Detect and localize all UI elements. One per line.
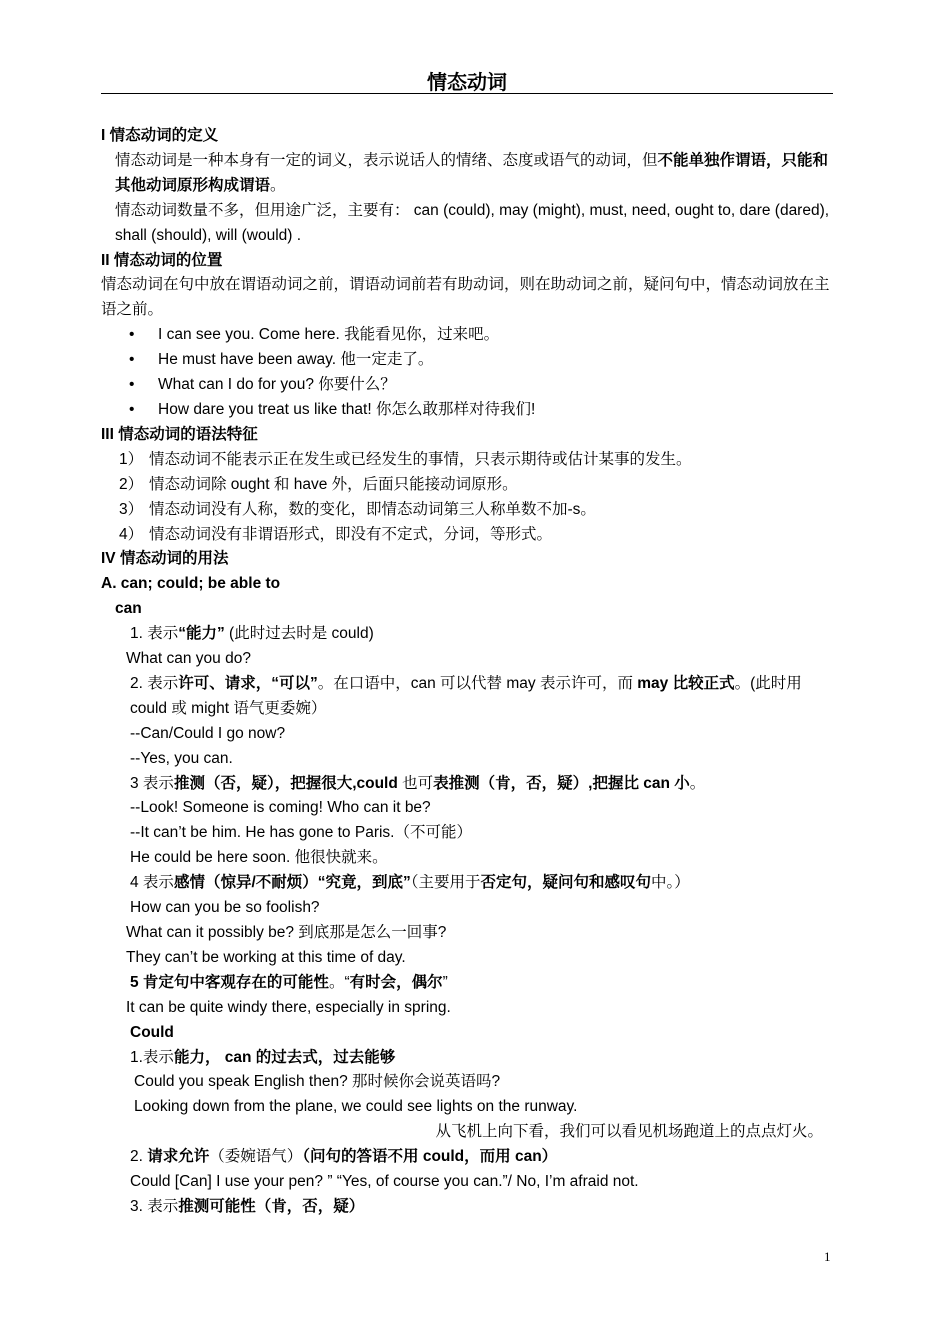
bullet-icon: •	[129, 376, 135, 394]
list-item	[101, 348, 833, 373]
example: Could you speak English then? 那时候你会说英语吗?	[134, 1073, 501, 1091]
item-text: 情态动词没有非谓语形式，即没有不定式，分词，等形式。	[149, 525, 553, 543]
bold-span: 否定句，疑问句和感叹句	[480, 874, 652, 892]
page-number: 1	[824, 1249, 831, 1264]
usage-5	[101, 971, 833, 996]
label-can: can	[115, 600, 142, 618]
section-heading-position: II 情态动词的位置	[101, 251, 223, 269]
list-item	[101, 323, 833, 348]
example: --Can/Could I go now?	[130, 724, 286, 742]
bold-span: 不能单独作谓语，只能和其他动词原形构成谓语	[115, 151, 829, 194]
text-span: 1. 表示	[130, 625, 179, 643]
bold-span: （问句的答语不用 could，而用 can）	[302, 1148, 558, 1166]
paragraph-definition	[101, 149, 833, 199]
example: --Yes, you can.	[130, 749, 233, 767]
item-text: 情态动词除 ought 和 have 外，后面只能接动词原形。	[149, 475, 518, 493]
bold-span: 5 肯定句中客观存在的可能性	[130, 973, 329, 991]
text-span: 3. 表示	[130, 1197, 179, 1215]
text-span: 。(此时用	[734, 674, 802, 692]
bold-span: 感情（惊异/不耐烦）“究竟，到底”	[173, 874, 411, 892]
text-span: 4 表示	[130, 874, 174, 892]
numbered-item	[101, 473, 833, 498]
example-bullet-list	[101, 323, 833, 423]
example: What can you do?	[126, 650, 251, 668]
example: What can it possibly be? 到底那是怎么一回事?	[126, 924, 447, 941]
text-span: 。	[270, 176, 286, 194]
example: --Look! Someone is coming! Who can it be?	[130, 799, 431, 817]
text-span: 也可	[397, 774, 434, 792]
example: They can’t be working at this time of day.	[126, 948, 406, 966]
usage-3	[101, 772, 833, 797]
text-span: 1.表示	[130, 1048, 174, 1066]
document-body	[101, 124, 833, 1220]
example: He could be here soon. 他很快就来。	[130, 849, 388, 867]
could-usage-1	[101, 1046, 833, 1071]
numbered-item	[101, 448, 833, 473]
bold-span: 有时会，偶尔	[349, 973, 443, 991]
text-span: （委婉语气）	[209, 1148, 303, 1166]
item-number: 4）	[119, 525, 144, 543]
example: Looking down from the plane, we could see lights on the runway.	[134, 1098, 578, 1116]
bold-span: 能力， can 的过去式，过去能够	[173, 1048, 396, 1066]
list-item	[101, 373, 833, 398]
list-item	[101, 398, 833, 423]
text-span: 2.	[130, 1148, 148, 1166]
example: How can you be so foolish?	[130, 899, 320, 917]
text-span: 。	[689, 774, 706, 792]
text-span: ”	[442, 973, 448, 991]
bold-span: 推测（否，疑），把握很大,could	[173, 774, 398, 792]
bold-span: 表推测（肯，否，疑）,把握比 can 小	[433, 774, 690, 792]
usage-4	[101, 871, 833, 896]
usage-2-continued: could 或 might 语气更委婉）	[130, 699, 327, 717]
text-span: （主要用于	[410, 874, 481, 892]
title-underline	[101, 93, 833, 94]
list-item-text: I can see you. Come here. 我能看见你，过来吧。	[158, 326, 500, 344]
bullet-icon: •	[129, 326, 135, 344]
item-number: 2）	[119, 475, 144, 493]
bold-span: 许可、请求，“可以”	[178, 674, 318, 692]
text-span: 。在口语中，can 可以代替 may 表示许可，而	[317, 674, 638, 692]
text-span: 中。）	[651, 874, 690, 892]
section-heading-grammar: III 情态动词的语法特征	[101, 425, 258, 443]
example: --It can’t be him. He has gone to Paris.（不可能）	[130, 824, 472, 842]
bullet-icon: •	[129, 351, 135, 369]
could-usage-2	[101, 1145, 833, 1170]
example: It can be quite windy there, especially in spring.	[126, 998, 451, 1016]
usage-2	[101, 672, 833, 697]
item-number: 3）	[119, 500, 144, 518]
bold-span: 请求允许	[147, 1148, 210, 1166]
text-span: 3 表示	[130, 774, 174, 792]
section-heading-usage: IV 情态动词的用法	[101, 550, 229, 568]
numbered-item	[101, 523, 833, 548]
label-could: Could	[130, 1023, 174, 1041]
text-span: 2. 表示	[130, 674, 179, 692]
bold-span: may 比较正式	[637, 674, 735, 692]
could-usage-3	[101, 1195, 833, 1220]
page-title: 情态动词	[427, 70, 507, 94]
usage-1	[101, 622, 833, 647]
text-span: 。“	[328, 973, 350, 991]
subheading-can-could: A. can; could; be able to	[101, 575, 281, 593]
numbered-item	[101, 498, 833, 523]
example: Could [Can] I use your pen? ” “Yes, of course you can.”/ No, I’m afraid not.	[130, 1173, 639, 1191]
example-translation: 从飞机上向下看，我们可以看见机场跑道上的点点灯火。	[435, 1123, 823, 1141]
list-item-text: What can I do for you? 你要什么？	[158, 376, 396, 394]
item-number: 1）	[119, 450, 144, 468]
bullet-icon: •	[129, 400, 135, 418]
item-text: 情态动词不能表示正在发生或已经发生的事情，只表示期待或估计某事的发生。	[149, 450, 692, 468]
section-heading-definition: I 情态动词的定义	[101, 127, 219, 144]
list-item-text: How dare you treat us like that! 你怎么敢那样对待我们!	[158, 400, 536, 418]
text-span: (此时过去时是 could)	[224, 625, 374, 643]
bold-span: “能力”	[178, 625, 225, 643]
list-item-text: He must have been away. 他一定走了。	[158, 351, 434, 369]
paragraph-modal-list: 情态动词数量不多，但用途广泛，主要有： can (could), may (might), must, need, ought to, dare (dared), shall (should), will (would) .	[115, 201, 830, 244]
text-span: 情态动词是一种本身有一定的词义，表示说话人的情绪、态度或语气的动词，但	[115, 151, 658, 169]
bold-span: 推测可能性（肯，否，疑）	[178, 1197, 365, 1215]
paragraph-position: 情态动词在句中放在谓语动词之前，谓语动词前若有助动词，则在助动词之前，疑问句中，情态动词放在主语之前。	[101, 276, 830, 319]
item-text: 情态动词没有人称，数的变化，即情态动词第三人称单数不加-s。	[149, 500, 596, 518]
